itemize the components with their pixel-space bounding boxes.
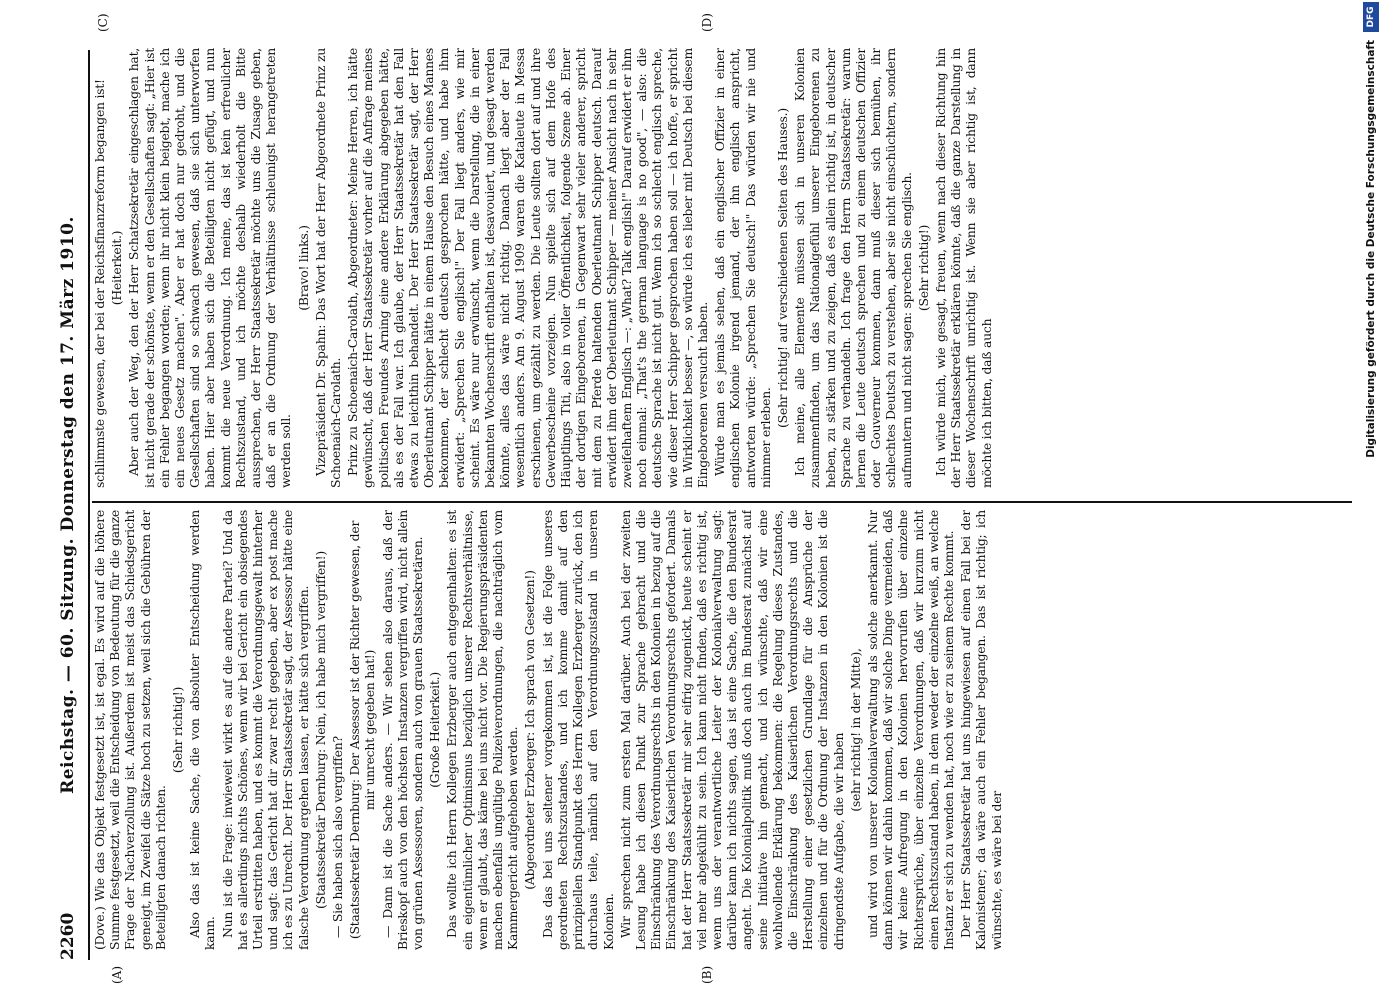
right-column	[92, 48, 1362, 488]
page-header	[58, 50, 84, 960]
margin-marker-c: (C)	[96, 13, 110, 32]
interjection: (Sehr richtig!)	[170, 686, 186, 774]
header-rule	[88, 50, 90, 960]
interjection: (Sehr richtig!)	[915, 224, 931, 312]
left-column	[92, 510, 1362, 950]
paragraph: Würde man es jemals sehen, daß ein englischer Offizier in einer englischen Kolonie irgend jemand, der ihn englisch anspricht, antworten würde: „Sprechen Sie deutsch!" Das würden wir nie und nimmer erleben.	[712, 48, 773, 488]
running-head: Reichstag. — 60. Sitzung. Donnerstag den 17. März 1910.	[58, 216, 78, 794]
paragraph: Also das ist keine Sache, die von absoluter Entscheidung werden kann.	[187, 510, 218, 950]
paragraph: Ich würde mich, wie gesagt, freuen, wenn nach dieser Richtung hin der Herr Staatssekretär erklären könnte, daß die ganze Darstellung in dieser Wochenschrift unrichtig ist. Wenn sie aber richtig ist, dann möchte ich bitten, daß auch	[932, 48, 994, 488]
paragraph: Das das bei uns seltener vorgekommen ist, ist die Folge unseres geordneten Rechtszustandes, und ich komme damit auf den prinzipiellen Standpunkt des Herrn Kollegen Erzberger zurück, den ich durchaus teile, nämlich auf den Verordnungszustand in unseren Kolonien.	[539, 510, 616, 950]
paragraph: (Dove.) Wie das Objekt festgesetzt ist, ist egal. Es wird auf die höhere Summe festgesetzt, weil die Entscheidung von Bedeutung für die ganze Frage der Nachverzollung ist. Außerdem ist meist das Schiedsgericht geneigt, im Zweifel die Sätze hoch zu setzen, weil sich die Gebühren der Beteiligten danach richten.	[92, 510, 168, 950]
paragraph: Nun ist die Frage: inwieweit wirkt es auf die andere Partei? Und da hat es allerdings nichts Schönes, wenn wir bei Gericht ein obsiegendes Urteil erstritten haben, und es kommt die Verordnungsgewalt hinterher und sagt: das Gericht hat dir zwar recht gegeben, aber ex post mache ich es zu Unrecht. Der Herr Staatssekretär sagt, der Assessor hätte eine falsche Verordnung ergehen lassen, er hätte sich vergriffen.	[219, 510, 311, 950]
interjection: (Bravo! links.)	[295, 225, 311, 311]
paragraph: schlimmste gewesen, der bei der Reichsfinanzreform begangen ist!	[92, 79, 107, 488]
column-rule	[92, 501, 1352, 503]
interjection: (Staatssekretär Dernburg: Der Assessor ist der Richter gewesen, der mir unrecht gegeben hat!)	[347, 520, 378, 940]
page-number: 2260	[58, 912, 78, 960]
interjection: (Abgeordneter Erzberger: Ich sprach von Gesetzen!)	[522, 570, 538, 890]
interjection: (Sehr richtig! auf verschiedenen Seiten des Hauses.)	[774, 108, 790, 428]
paragraph: Aber auch der Weg, den der Herr Schatzsekretär eingeschlagen hat, ist nicht gerade der schönste, wenn er den Gesellschaften sagt: „Hier ist ein Fehler begangen worden; wenn ihr nicht klein beigebt, mache ich ein neues Gesetz machen". Aber er hat doch nur gedroht, und die Gesellschaften sind so schwach gewesen, daß sie sich unterworfen haben. Hier aber haben sich die Beteiligten nicht gefügt, und nun kommt die neue Verordnung. Ich meine, das ist kein erfreulicher Rechtszustand, und ich möchte deshalb wiederholt die Bitte aussprechen, der Herr Staatssekretär möchte uns die Zusage geben, daß er an die Ordnung der Verhältnisse schleunigst herangetreten werden soll.	[126, 48, 294, 488]
speaker-paragraph: Vizepräsident Dr. Spahn: Das Wort hat der Herr Abgeordnete Prinz zu Schoenaich-Carolath.	[312, 48, 344, 488]
margin-marker-a: (A)	[110, 965, 124, 984]
paragraph: Der Herr Staatssekretär hat uns hingewiesen auf einen Fall bei der Kalonistener; da wäre auch ein Fehler begangen. Das ist richtig; ich wünschte, es wäre bei der	[958, 510, 1004, 950]
paragraph: Ich meine, alle Elemente müssen sich in unseren Kolonien zusammenfinden, um das Nationalgefühl unserer Eingeborenen zu heben, zu stärken und zu zeigen, daß es allein richtig ist, in deutscher Sprache zu verhandeln. Ich frage den Herrn Staatssekretär: warum lernen die Leute deutsch sprechen und zu einem deutschen Offizier oder Gouverneur kommen, dann muß dieser sich bemühen, ihr schlechtes Deutsch zu verstehen, aber sie nicht einschüchtern, sondern aufmuntern und nicht sagen: sprechen Sie englisch.	[792, 48, 914, 488]
margin-marker-d: (D)	[700, 13, 714, 32]
credit-text: Digitalisierung gefördert durch die Deutsche Forschungsgemeinschaft	[1365, 40, 1377, 458]
interjection: (sehr richtig! in der Mitte),	[847, 648, 863, 812]
digitization-credit	[1361, 0, 1383, 1000]
interjection: (Heiterkeit.)	[109, 230, 125, 306]
interjection: (Staatssekretär Dernburg: Nein, ich habe mich vergriffen!)	[312, 551, 328, 909]
paragraph: Das wollte ich Herrn Kollegen Erzberger auch entgegenhalten: es ist ein eigentümlicher Optimismus bezüglich unserer Rechtsverhältnisse, wenn er glaubt, das käme bei uns nicht vor. Die Regierungspräsidenten machen ebenfalls ungültige Polizeiverordnungen, die nachträglich vom Kammergericht aufgehoben werden.	[444, 510, 521, 950]
paragraph: — Dann ist die Sache anders. — Wir sehen also daraus, daß der Brieskopf auch von den höchsten Instanzen vergriffen wird, nicht allein von grünen Assessoren, sondern auch von grauen Staatssekretären.	[379, 510, 426, 950]
interjection: (Große Heiterkeit.)	[427, 672, 443, 788]
speaker-paragraph: Prinz zu Schoenaich-Carolath, Abgeordneter: Meine Herren, ich hätte gewünscht, daß der Herr Staatssekretär vorher auf die Anfrage meines politischen Freundes Arning eine andere Erklärung abgegeben hätte, als es der Fall war. Ich glaube, der Herr Staatssekretär hat den Fall etwas zu leichthin behandelt. Der Herr Staatssekretär sagt, der Herr Oberleutnant Schipper hätte in einem Hause den Besuch eines Mannes bekommen, der schlecht deutsch gesprochen hätte, und habe ihm erwidert: „Sprechen Sie englisch!" Der Fall liegt anders, wie mir scheint. Es wäre nur erwünscht, wenn die Darstellung, die in einer bekannten Wochenschrift enthalten ist, desavouiert, und gesagt werden könnte, alles das wäre nicht richtig. Danach liegt aber der Fall wesentlich anders. Am 9. August 1909 waren die Kataleute in Messa erschienen, um gezählt zu werden. Die Leute sollten dort auf und ihre Gewerbescheine vorzeigen. Nun spielte sich auf dem Hofe des Häuptlings Titi, also in voller Öffentlichkeit, folgende Szene ab. Einer der dortigen Eingeborenen, in Gegenwart sehr vieler anderer, spricht mit dem zu Pferde haltenden Oberleutnant Schipper deutsch. Darauf erwidert ihm der Oberleutnant Schipper — meiner Ansicht nach in sehr zweifelhaftem Englisch —: „What? Talk english!" Darauf erwidert er ihm noch einmal: „That's the german language is no good", — also: die deutsche Sprache ist nicht gut. Wenn ich so schlecht englisch spreche, wie dieser Herr Schipper gesprochen haben soll — ich hoffe, er spricht in Wirklichkeit besser —, so würde ich es lieber mit Deutsch bei diesem Eingeborenen versucht haben.	[345, 48, 710, 488]
margin-marker-b: (B)	[700, 965, 714, 984]
paragraph: Wir sprechen nicht zum ersten Mal darüber. Auch bei der zweiten Lesung habe ich diesen Punkt zur Sprache gebracht und die Einschränkung des Verordnungsrechts in den Kolonien in bezug auf die Einschränkung des Kaiserlichen Verordnungsrechts gefordert. Damals hat der Herr Staatssekretär mir sehr eifrig zugenickt, heute scheint er viel mehr abgekühlt zu sein. Ich kann nicht finden, daß es richtig ist, wenn uns der verantwortliche Leiter der Kolonialverwaltung sagt: darüber kann ich nichts sagen, das ist eine Sache, die den Bundesrat angeht. Die Kolonialpolitik muß doch auch im Bundesrat zunächst auf seine Initiative hin gemacht, und ich wünschte, daß wir eine wohlwollende Erklärung bekommen: die Regelung dieses Zustandes, die Einschränkung des Kaiserlichen Verordnungsrechts und die Herstellung einer gesetzlichen Grundlage für die Ansprüche der einzelnen und für die Ordnung der Instanzen in den Kolonien ist die dringendste Aufgabe, die wir haben	[617, 510, 846, 950]
dfg-logo: DFG	[1363, 2, 1379, 32]
paragraph: und wird von unserer Kolonialverwaltung als solche anerkannt. Nur dann können wir dahin kommen, daß wir solche Dinge vermeiden, daß wir keine Aufregung in den Kolonien hervorrufen über einzelne Richtersprüche, über einzelne Verordnungen, daß wir kurzum nicht einen Rechtszustand haben, in dem weder der einzelne weiß, an welche Instanz er sich zu wenden hat, noch wie er zu seinem Rechte kommt.	[864, 510, 956, 950]
paragraph: — Sie haben sich also vergriffen?	[330, 736, 346, 938]
